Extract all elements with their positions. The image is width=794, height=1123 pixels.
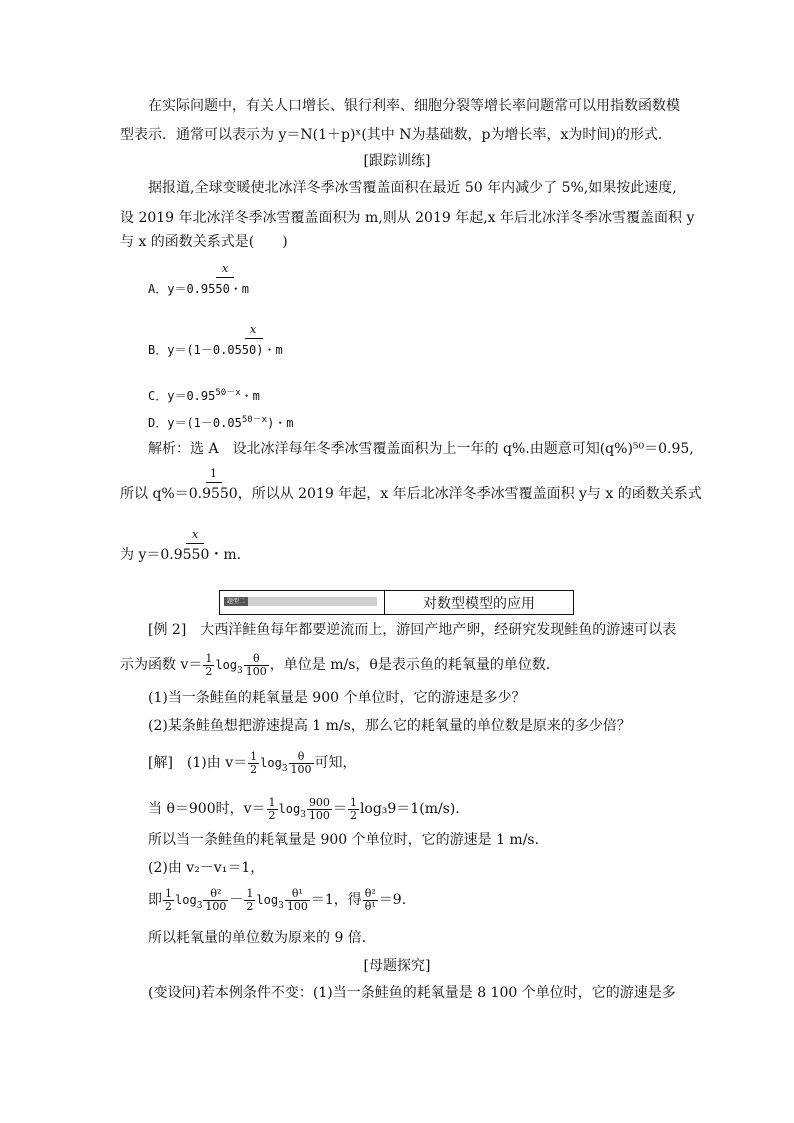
- solution-fraction-bar-1: [206, 482, 222, 483]
- solution-line-3: 为 y＝0.9550・m.: [120, 547, 242, 563]
- answer-line-2: 当 θ＝900时，v＝ $\frac{1}{2}$ $\log_3$ $\frac{900}{100}$ ＝ $\frac{1}{2}$ log₃9＝1(m/s)．: [148, 795, 470, 822]
- answer-line-1: [解] (1)由 v＝ $\frac{1}{2}$ $\log_3$ $\frac{\theta}{100}$ 可知，: [148, 749, 357, 776]
- option-a-exponent: x: [222, 262, 229, 275]
- explore-heading: [母题探究]: [363, 958, 431, 974]
- option-a-fraction-bar: [216, 277, 234, 278]
- option-b-exponent: x: [250, 323, 257, 336]
- solution-exponent-1: 1: [210, 467, 217, 480]
- solution-exponent-2: x: [192, 528, 199, 541]
- example-line-1: [例 2] 大西洋鲑鱼每年都要逆流而上，游回产地产卵，经研究发现鲑鱼的游速可以表: [148, 622, 677, 638]
- example-question-1: (1)当一条鲑鱼的耗氧量是 900 个单位时，它的游速是多少？: [148, 690, 526, 706]
- example-line-2: 示为函数 v＝ $\frac{1}{2}$ $\log_3$ $\frac{\theta}{100}$ ，单位是 m/s，θ是表示鱼的耗氧量的单位数．: [120, 651, 560, 678]
- section-title: 对数型模型的应用: [423, 596, 535, 612]
- solution-line-1: 解析：选 A 设北冰洋每年冬季冰雪覆盖面积为上一年的 q%.由题意可知(q%)⁵⁰＝0.95,: [148, 441, 694, 457]
- option-c: C．$y=0.95^{50-x}$・m: [148, 388, 260, 403]
- example-question-2: (2)某条鲑鱼想把游速提高 1 m/s，那么它的耗氧量的单位数是原来的多少倍？: [148, 718, 631, 734]
- practice-heading: [跟踪训练]: [363, 153, 431, 169]
- solution-fraction-bar-2: [186, 543, 204, 544]
- section-header-box: [219, 590, 574, 615]
- answer-line-3: 所以当一条鲑鱼的耗氧量是 900 个单位时，它的游速是 1 m/s.: [148, 832, 540, 848]
- answer-line-5: 即 $\frac{1}{2}$ $\log_3$ $\frac{\text{θ²}}{100}$ － $\frac{1}{2}$ $\log_3$ $\frac{\text{θ¹}}{100}$ ＝1，得 $\frac{\text{θ²}}{\text{θ¹}}$ ＝9.: [148, 886, 407, 913]
- option-b: B．y＝(1－0.0550)・m: [148, 343, 283, 357]
- problem-line-2: 设 2019 年北冰洋冬季冰雪覆盖面积为 m,则从 2019 年起,x 年后北冰洋冬季冰雪覆盖面积 y: [120, 210, 695, 226]
- variant-line-1: (变设问)若本例条件不变：(1)当一条鲑鱼的耗氧量是 8 100 个单位时，它的游速是多: [148, 985, 676, 1001]
- option-a: A．y＝0.9550・m: [148, 282, 250, 296]
- intro-line-2: 型表示．通常可以表示为 y＝N(1＋p)ˣ(其中 N为基础数，p为增长率，x为时间)的形式．: [120, 127, 672, 143]
- section-tag: 题型二: [224, 597, 377, 606]
- solution-line-2: 所以 q%＝0.9550，所以从 2019 年起，x 年后北冰洋冬季冰雪覆盖面积 y与 x 的函数关系式: [120, 486, 702, 502]
- problem-line-1: 据报道,全球变暖使北冰洋冬季冰雪覆盖面积在最近 50 年内减少了 5%,如果按此速度,: [148, 180, 677, 196]
- option-b-fraction-bar: [245, 338, 263, 339]
- intro-line-1: 在实际问题中，有关人口增长、银行利率、细胞分裂等增长率问题常可以用指数函数模: [148, 98, 680, 114]
- answer-line-6: 所以耗氧量的单位数为原来的 9 倍．: [148, 930, 376, 946]
- answer-line-4: (2)由 v₂－v₁＝1，: [148, 860, 265, 876]
- option-d: D．$y=(1-0.05^{50-x})$・m: [148, 415, 294, 430]
- problem-line-3: 与 x 的函数关系式是( ): [120, 234, 288, 250]
